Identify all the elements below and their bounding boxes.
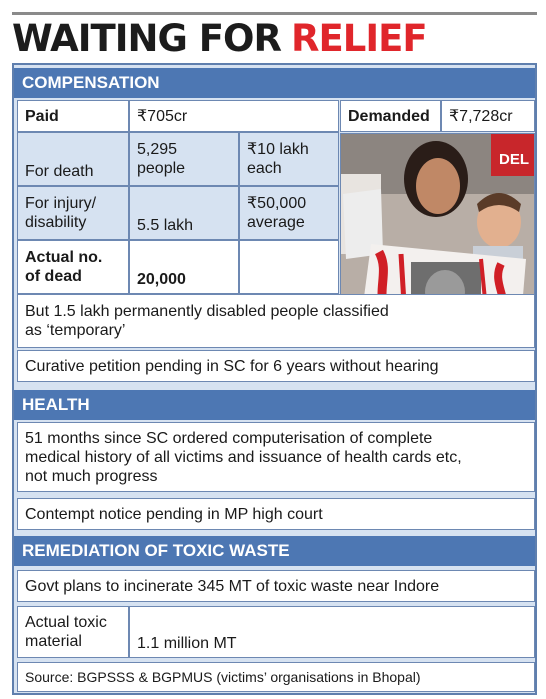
infographic-panel bbox=[12, 63, 537, 695]
paid-value: ₹705cr bbox=[129, 100, 339, 132]
dead-empty-cell bbox=[239, 240, 339, 294]
injury-label: For injury/ disability bbox=[17, 186, 129, 240]
note-incinerate: Govt plans to incinerate 345 MT of toxic waste near Indore bbox=[17, 570, 535, 602]
top-rule bbox=[12, 12, 537, 15]
section-compensation: COMPENSATION bbox=[14, 68, 535, 98]
dead-value: 20,000 bbox=[129, 240, 239, 294]
source-note: Source: BGPSSS & BGPMUS (victims’ organisations in Bhopal) bbox=[17, 662, 535, 692]
section-health: HEALTH bbox=[14, 390, 535, 420]
note-health-cards: 51 months since SC ordered computerisation of complete medical history of all victims and issuance of health cards etc, not much progress bbox=[17, 422, 535, 492]
note-contempt: Contempt notice pending in MP high court bbox=[17, 498, 535, 530]
note-petition: Curative petition pending in SC for 6 years without hearing bbox=[17, 350, 535, 382]
protest-photo-illustration bbox=[341, 134, 535, 319]
protest-photo bbox=[340, 133, 535, 319]
death-amount: ₹10 lakh each bbox=[239, 132, 339, 186]
banner-text: DEL bbox=[499, 151, 529, 168]
injury-people: 5.5 lakh bbox=[129, 186, 239, 240]
headline bbox=[12, 16, 427, 62]
headline-part2: RELIEF bbox=[291, 17, 427, 60]
headline-part1: WAITING FOR bbox=[12, 17, 281, 60]
death-label: For death bbox=[17, 132, 129, 186]
injury-amount: ₹50,000 average bbox=[239, 186, 339, 240]
dead-label: Actual no. of dead bbox=[17, 240, 129, 294]
material-value: 1.1 million MT bbox=[129, 606, 535, 658]
section-remediation: REMEDIATION OF TOXIC WASTE bbox=[14, 536, 535, 566]
demanded-label: Demanded bbox=[340, 100, 441, 132]
death-people: 5,295 people bbox=[129, 132, 239, 186]
note-disabled: But 1.5 lakh permanently disabled people classified as ‘temporary’ bbox=[17, 294, 535, 348]
paid-label: Paid bbox=[17, 100, 129, 132]
demanded-value: ₹7,728cr bbox=[441, 100, 535, 132]
material-label: Actual toxic material bbox=[17, 606, 129, 658]
